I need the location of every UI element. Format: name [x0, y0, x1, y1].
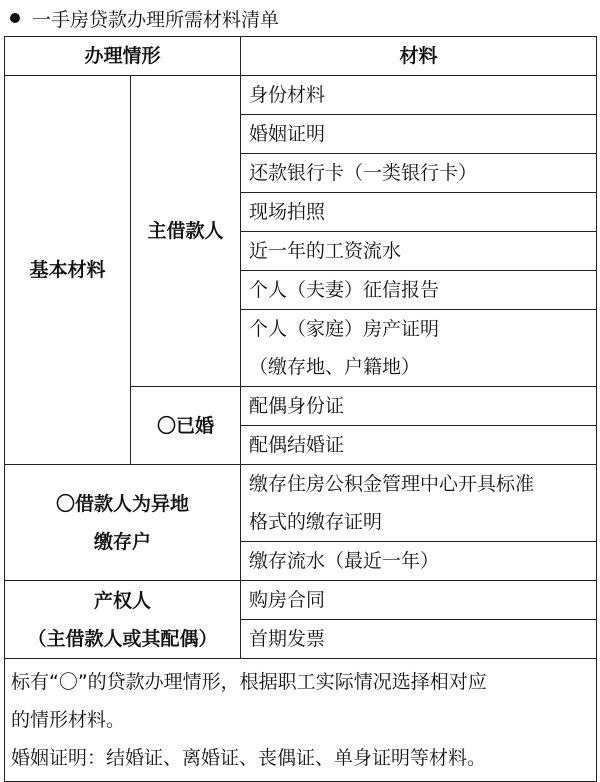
material-line: 缴存住房公积金管理中心开具标准: [249, 473, 535, 495]
material-line: 格式的缴存证明: [249, 511, 383, 533]
material-line: 个人（家庭）房产证明: [249, 318, 440, 340]
table-row: [5, 465, 597, 542]
note-paragraph: [11, 663, 596, 739]
basic-materials-label: 基本材料: [5, 76, 131, 465]
owner-label-line: （主借款人或其配偶）: [27, 627, 218, 650]
material-item: 配偶结婚证: [241, 426, 597, 465]
remote-label-line: 〇借款人为异地: [56, 492, 190, 515]
remote-label-line: 缴存户: [94, 530, 152, 553]
header-materials: 材料: [241, 37, 597, 76]
notes-row: [5, 659, 597, 782]
table-row: [5, 76, 597, 115]
material-item: 个人（夫妻）征信报告: [241, 271, 597, 310]
note-line: 标有“〇”的贷款办理情形，根据职工实际情况选择相对应: [11, 671, 487, 693]
material-item-property-cert: [241, 310, 597, 387]
note-line: 的情形材料。: [11, 709, 126, 731]
materials-table: [4, 36, 597, 782]
bullet-icon: [10, 13, 20, 23]
material-item: 还款银行卡（一类银行卡）: [241, 154, 597, 193]
material-item: 配偶身份证: [241, 387, 597, 426]
note-line: 婚姻证明：结婚证、离婚证、丧偶证、单身证明等材料。: [11, 747, 487, 769]
material-item: 现场拍照: [241, 193, 597, 232]
table-row: [5, 581, 597, 620]
property-owner-label: [5, 581, 241, 659]
married-label: 〇已婚: [131, 387, 241, 465]
remote-depositor-label: [5, 465, 241, 581]
title-text: 一手房贷款办理所需材料清单: [32, 8, 280, 31]
document-title: [10, 4, 279, 32]
material-line: （缴存地、户籍地）: [249, 356, 421, 378]
material-item: 首期发票: [241, 620, 597, 659]
header-row: [5, 37, 597, 76]
owner-label-line: 产权人: [94, 589, 152, 612]
material-item: 购房合同: [241, 581, 597, 620]
material-item-deposit-cert: [241, 465, 597, 542]
notes-cell: [5, 659, 597, 782]
material-item: 婚姻证明: [241, 115, 597, 154]
note-paragraph: [11, 739, 596, 777]
material-item: 近一年的工资流水: [241, 232, 597, 271]
header-situation: 办理情形: [5, 37, 241, 76]
material-item: 缴存流水（最近一年）: [241, 542, 597, 581]
main-borrower-label: 主借款人: [131, 76, 241, 387]
material-item: 身份材料: [241, 76, 597, 115]
